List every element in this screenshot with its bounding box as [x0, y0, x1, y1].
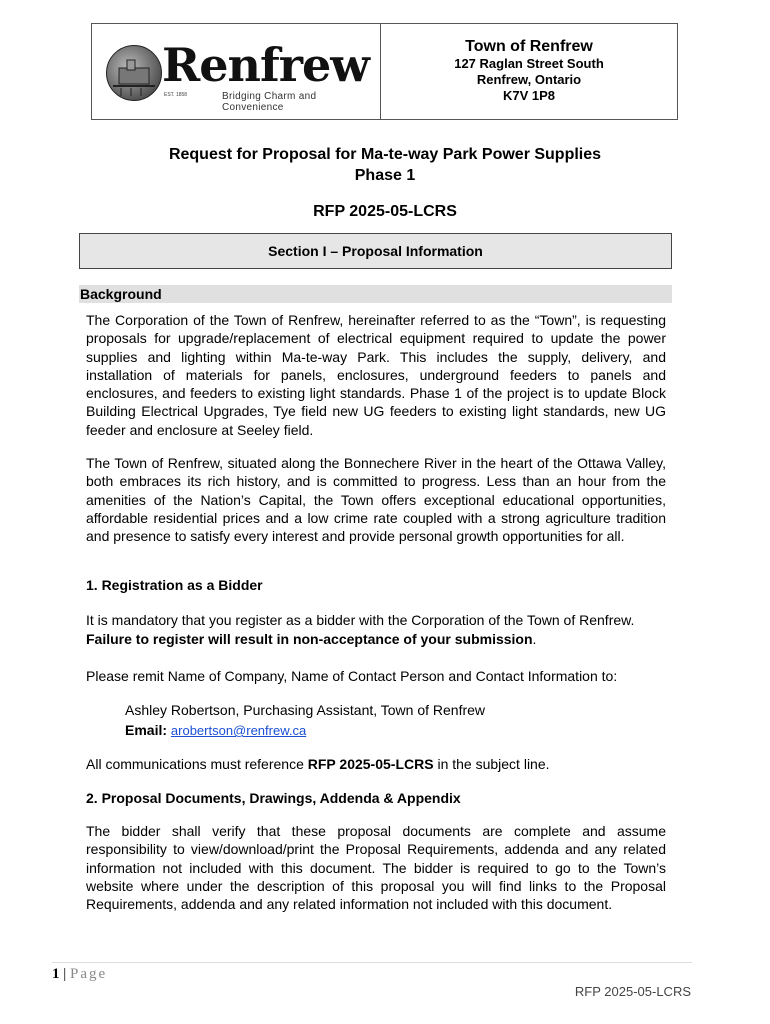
page-number-value: 1 [52, 966, 60, 982]
page-number [52, 966, 107, 983]
remit-instruction: Please remit Name of Company, Name of Contact Person and Contact Information to: [86, 668, 618, 684]
page-separator: | [59, 966, 71, 982]
registration-text: It is mandatory that you register as a bidder with the Corporation of the Town of Renfrew. [86, 612, 635, 628]
email-label: Email: [125, 722, 168, 738]
communications-text-end: in the subject line. [433, 756, 550, 772]
registration-text-end: . [532, 631, 537, 647]
page-label: Page [70, 966, 108, 982]
registration-warning: Failure to register will result in non-acceptance of your submission [86, 631, 533, 647]
registration-heading: 1. Registration as a Bidder [86, 577, 263, 593]
background-heading: Background [79, 285, 672, 303]
contact-email-row [125, 720, 485, 741]
background-paragraph-1: The Corporation of the Town of Renfrew, hereinafter referred to as the “Town”, is requesting proposals for upgrade/replacement of electrical equipment required to update the power supplies and lighting within Ma-te-way Park. This includes the supply, delivery, and installation of materials for panels, enclosures, underground feeders to panels and enclosures, and feeders to existing light standards. Phase 1 of the project is to update Block Building Electrical Upgrades, Tye field new UG feeders to existing light standards, new UG feeder and enclosure at Seeley field. [86, 312, 666, 438]
town-name: Town of Renfrew [465, 38, 593, 55]
registration-paragraph [86, 611, 646, 649]
footer-reference: RFP 2025-05-LCRS [574, 984, 691, 999]
document-title: Request for Proposal for Ma-te-way Park Power Supplies [168, 146, 602, 163]
letterhead-box [91, 23, 678, 120]
logo-wordmark: Renfrew [162, 38, 369, 92]
town-address-block [381, 24, 677, 104]
communications-reference: RFP 2025-05-LCRS [307, 756, 434, 772]
address-line: K7V 1P8 [502, 88, 556, 103]
proposal-documents-paragraph: The bidder shall verify that these proposal documents are complete and assume responsibility to view/download/print the Proposal Requirements, addenda and any related information not included with this document. The bidder is required to go to the Town’s website where under the description of this proposal you will find links to the Proposal Requirements, addenda and any related information not included with this document. [86, 823, 666, 913]
section-heading: Section I – Proposal Information [79, 233, 672, 269]
contact-name: Ashley Robertson, Purchasing Assistant, Town of Renfrew [125, 702, 486, 718]
document-subtitle: Phase 1 [354, 167, 416, 184]
email-link[interactable]: arobertson@renfrew.ca [170, 723, 307, 738]
logo-tagline: Bridging Charm and Convenience [222, 91, 317, 113]
address-line: Renfrew, Ontario [476, 72, 582, 87]
logo-small-text: EST. 1858 [164, 92, 188, 98]
town-seal-icon [106, 45, 162, 101]
rfp-number: RFP 2025-05-LCRS [313, 203, 457, 220]
footer-divider [52, 962, 692, 963]
background-paragraph-2: The Town of Renfrew, situated along the Bonnechere River in the heart of the Ottawa Valley, both embraces its rich history, and is committed to progress. Less than an hour from the amenities of the Nation’s Capital, the Town offers exceptional educational opportunities, affordable residential prices and a low crime rate coupled with a strong agriculture tradition and presence to satisfy every interest and provide personal growth opportunities for all. [86, 455, 666, 545]
proposal-documents-heading: 2. Proposal Documents, Drawings, Addenda & Appendix [86, 790, 461, 806]
contact-block [125, 700, 485, 741]
address-line: 127 Raglan Street South [454, 56, 604, 71]
town-logo [92, 24, 380, 119]
communications-note [86, 755, 666, 773]
communications-text: All communications must reference [86, 756, 308, 772]
